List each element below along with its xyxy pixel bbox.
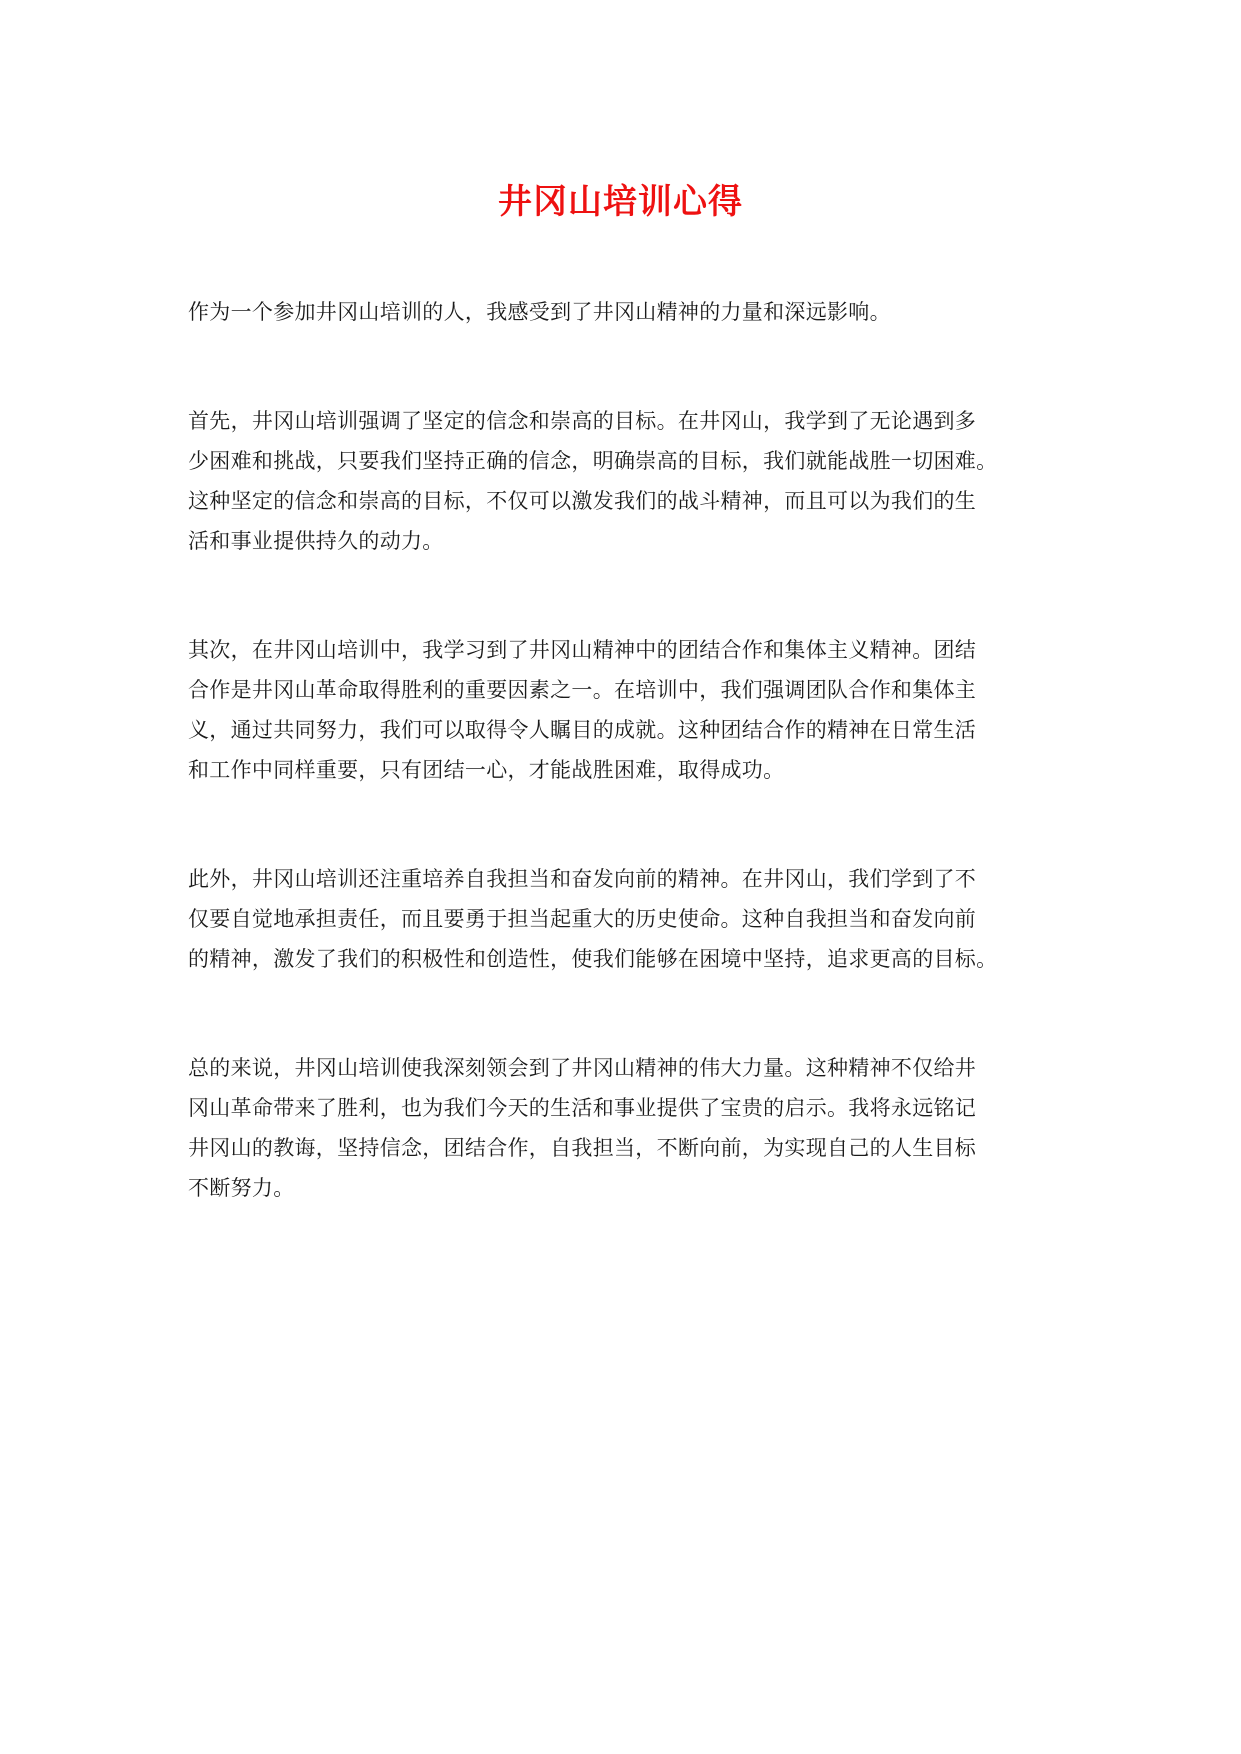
paragraph-line: 其次，在井冈山培训中，我学习到了井冈山精神中的团结合作和集体主义精神。团结 <box>188 638 977 662</box>
paragraph-firstly <box>188 401 1068 561</box>
document-title: 井冈山培训心得 <box>498 182 743 222</box>
paragraph-line: 和工作中同样重要，只有团结一心，才能战胜困难，取得成功。 <box>188 758 785 782</box>
document-body <box>188 292 1068 1208</box>
paragraph-line: 仅要自觉地承担责任，而且要勇于担当起重大的历史使命。这种自我担当和奋发向前 <box>188 907 977 931</box>
paragraph-line: 这种坚定的信念和崇高的目标，不仅可以激发我们的战斗精神，而且可以为我们的生 <box>188 489 977 513</box>
paragraph-line: 冈山革命带来了胜利，也为我们今天的生活和事业提供了宝贵的启示。我将永远铭记 <box>188 1096 977 1120</box>
paragraph-line: 义，通过共同努力，我们可以取得令人瞩目的成就。这种团结合作的精神在日常生活 <box>188 718 977 742</box>
paragraph-line: 总的来说，井冈山培训使我深刻领会到了井冈山精神的伟大力量。这种精神不仅给井 <box>188 1056 977 1080</box>
paragraph-line: 活和事业提供持久的动力。 <box>188 529 444 553</box>
paragraph-line: 的精神，激发了我们的积极性和创造性，使我们能够在困境中坚持，追求更高的目标。 <box>188 947 998 971</box>
paragraph-line: 此外，井冈山培训还注重培养自我担当和奋发向前的精神。在井冈山，我们学到了不 <box>188 867 977 891</box>
paragraph-line: 合作是井冈山革命取得胜利的重要因素之一。在培训中，我们强调团队合作和集体主 <box>188 678 977 702</box>
paragraph-line: 作为一个参加井冈山培训的人，我感受到了井冈山精神的力量和深远影响。 <box>188 300 891 324</box>
paragraph-line: 少困难和挑战，只要我们坚持正确的信念，明确崇高的目标，我们就能战胜一切困难。 <box>188 449 998 473</box>
paragraph-secondly <box>188 630 1068 790</box>
paragraph-additionally <box>188 859 1068 979</box>
paragraph-intro <box>188 292 1068 332</box>
paragraph-line: 首先，井冈山培训强调了坚定的信念和崇高的目标。在井冈山，我学到了无论遇到多 <box>188 409 977 433</box>
paragraph-line: 不断努力。 <box>188 1176 295 1200</box>
paragraph-conclusion <box>188 1048 1068 1208</box>
paragraph-line: 井冈山的教诲，坚持信念，团结合作，自我担当，不断向前，为实现自己的人生目标 <box>188 1136 977 1160</box>
